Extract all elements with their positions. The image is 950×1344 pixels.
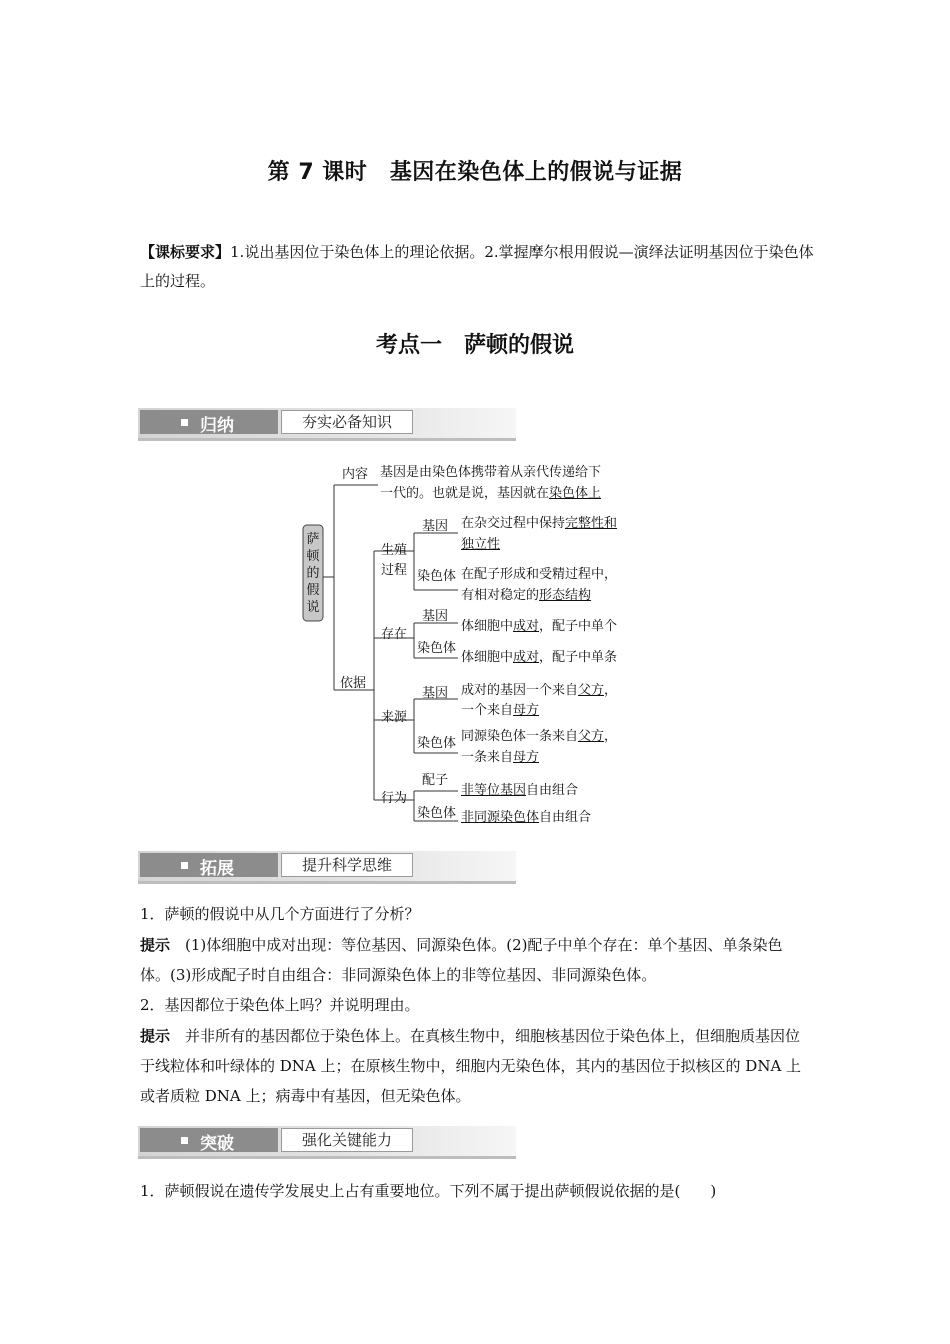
exist-chr-text: 体细胞中成对，配子中单条 <box>461 650 618 665</box>
rep-gene-text2: 独立性 <box>461 537 501 552</box>
exist-gene-label: 基因 <box>422 609 449 624</box>
answer-2 <box>140 1021 810 1111</box>
square-icon <box>181 419 188 426</box>
exist-label: 存在 <box>381 627 408 642</box>
banner-box: 夯实必备知识 <box>281 410 413 434</box>
exist-gene-text: 体细胞中成对，配子中单个 <box>461 619 618 634</box>
beh-gamete-text: 非等位基因自由组合 <box>461 783 579 798</box>
banner-expand <box>138 851 516 885</box>
hint-label: 提示 <box>140 936 171 954</box>
banner-box: 提升科学思维 <box>281 853 413 877</box>
src-gene-text: 成对的基因一个来自父方， <box>461 683 618 698</box>
src-chr-text2: 一条来自母方 <box>461 750 540 765</box>
banner-induce <box>138 408 516 442</box>
basis-label: 依据 <box>340 676 367 691</box>
banner-breakthrough <box>138 1126 516 1160</box>
beh-gamete-label: 配子 <box>422 773 449 788</box>
behavior-label: 行为 <box>381 791 408 806</box>
rep-chr-label: 染色体 <box>417 569 457 584</box>
content-label: 内容 <box>342 467 369 482</box>
diagram-lines <box>290 455 670 835</box>
rep-gene-text: 在杂交过程中保持完整性和 <box>461 516 618 531</box>
exist-chr-label: 染色体 <box>417 641 457 656</box>
beh-chr-label: 染色体 <box>417 806 457 821</box>
reproduction-label: 生殖过程 <box>381 543 408 578</box>
square-icon <box>181 862 188 869</box>
src-gene-label: 基因 <box>422 686 449 701</box>
banner-label: 归纳 <box>200 416 234 436</box>
banner-box: 强化关键能力 <box>281 1128 413 1152</box>
rep-chr-text1: 在配子形成和受精过程中， <box>461 567 618 582</box>
answer-1 <box>140 930 810 990</box>
banner-label: 突破 <box>200 1134 234 1154</box>
src-chr-label: 染色体 <box>417 736 457 751</box>
hint-label: 提示 <box>140 1027 171 1045</box>
requirement-text: 1.说出基因位于染色体上的理论依据。2.掌握摩尔根用假说—演绎法证明基因位于染色体上的过程。 <box>140 243 814 290</box>
banner-label: 拓展 <box>200 859 234 879</box>
question-2: 2．基因都位于染色体上吗？并说明理由。 <box>140 996 420 1014</box>
root-label: 萨顿的假说 <box>306 532 320 615</box>
src-chr-text: 同源染色体一条来自父方， <box>461 729 618 744</box>
src-gene-text2: 一个来自母方 <box>461 703 540 718</box>
page-title: 第 7 课时 基因在染色体上的假说与证据 <box>267 160 683 185</box>
rep-chr-text2: 有相对稳定的形态结构 <box>461 588 592 603</box>
source-label: 来源 <box>381 710 408 725</box>
requirement-label: 【课标要求】 <box>140 243 231 261</box>
question-1: 1．萨顿的假说中从几个方面进行了分析？ <box>140 905 420 923</box>
answer-text: (1)体细胞中成对出现：等位基因、同源染色体。(2)配子中单个存在：单个基因、单条染色体。(3)形成配子时自由组合：非同源染色体上的非等位基因、非同源染色体。 <box>140 936 783 984</box>
content-line2: 一代的。也就是说，基因就在染色体上 <box>380 486 602 501</box>
concept-diagram <box>290 455 670 835</box>
content-line1: 基因是由染色体携带着从亲代传递给下 <box>380 465 602 480</box>
course-requirement <box>140 238 820 296</box>
rep-gene-label: 基因 <box>422 519 449 534</box>
beh-chr-text: 非同源染色体自由组合 <box>461 810 592 825</box>
answer-text: 并非所有的基因都位于染色体上。在真核生物中，细胞核基因位于染色体上，但细胞质基因位于线粒体和叶绿体的 DNA 上；在原核生物中，细胞内无染色体，其内的基因位于拟核区的 DNA 上或者质粒 DNA 上；病毒中有基因，但无染色体。 <box>140 1027 802 1105</box>
section-title: 考点一 萨顿的假说 <box>375 333 574 358</box>
square-icon <box>181 1137 188 1144</box>
question-3: 1．萨顿假说在遗传学发展史上占有重要地位。下列不属于提出萨顿假说依据的是( ) <box>140 1182 717 1200</box>
